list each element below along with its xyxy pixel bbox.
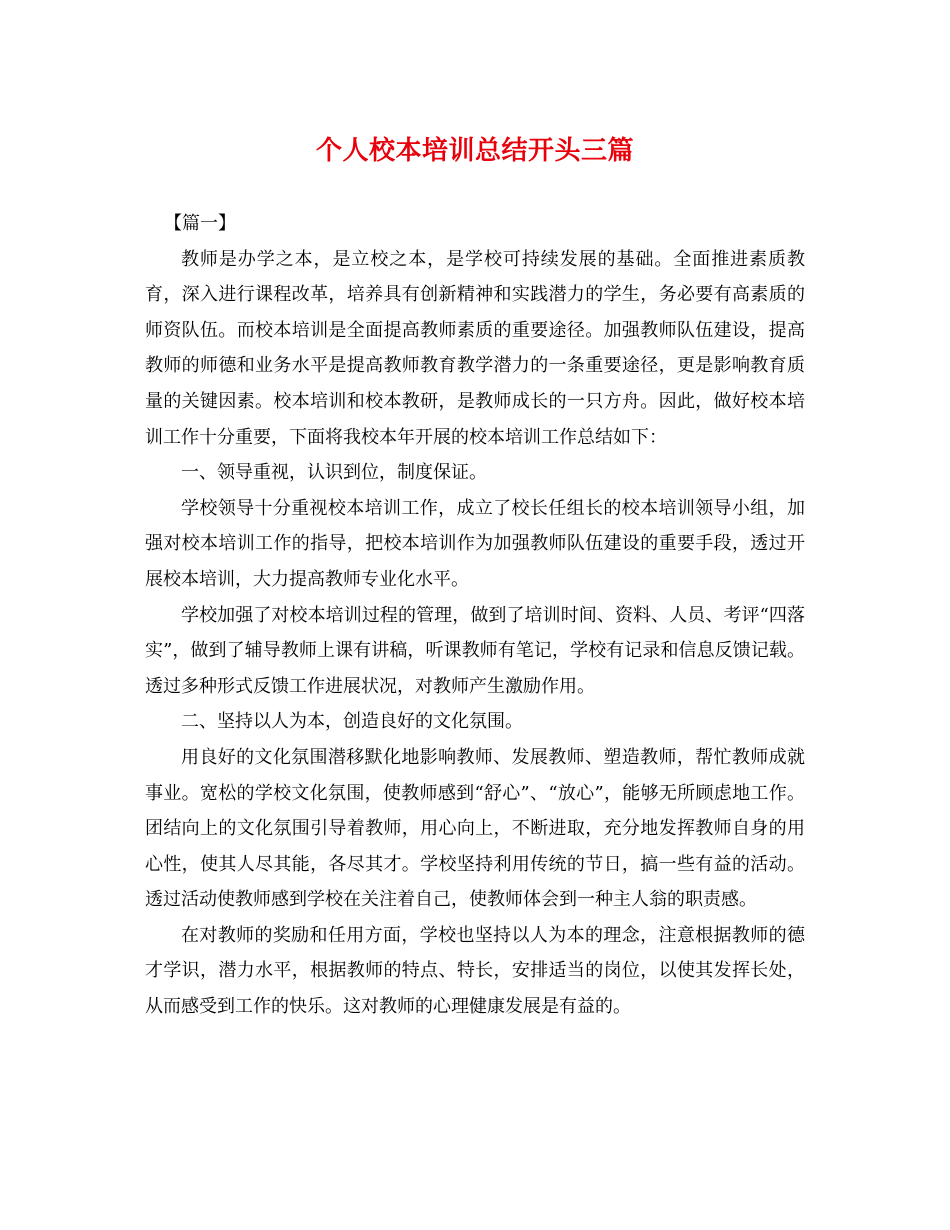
paragraph-culture: 用良好的文化氛围潜移默化地影响教师、发展教师、塑造教师，帮忙教师成就事业。宽松的学校文化氛围，使教师感到“舒心”、“放心”，能够无所顾虑地工作。团结向上的文化氛围引导着教师，用心向上，不断进取，充分地发挥教师自身的用心性，使其人尽其能，各尽其才。学校坚持利用传统的节日，搞一些有益的活动。透过活动使教师感到学校在关注着自己，使教师体会到一种主人翁的职责感。 (145, 746, 805, 911)
document-title: 个人校本培训总结开头三篇 (315, 136, 634, 166)
document-body (145, 206, 805, 1025)
paragraph-management: 学校加强了对校本培训过程的管理，做到了培训时间、资料、人员、考评“四落实”，做到了辅导教师上课有讲稿，听课教师有笔记，学校有记录和信息反馈记载。透过多种形式反馈工作进展状况，对教师产生激励作用。 (145, 604, 805, 697)
heading-leadership: 一、领导重视，认识到位，制度保证。 (181, 462, 487, 484)
paragraph-intro: 教师是办学之本，是立校之本，是学校可持续发展的基础。全面推进素质教育，深入进行课程改革，培养具有创新精神和实践潜力的学生，务必要有高素质的师资队伍。而校本培训是全面提高教师素质的重要途径。加强教师队伍建设，提高教师的师德和业务水平是提高教师教育教学潜力的一条重要途径，更是影响教育质量的关键因素。校本培训和校本教研，是教师成长的一只方舟。因此，做好校本培训工作十分重要，下面将我校本年开展的校本培训工作总结如下： (145, 248, 805, 448)
section-label: 【篇一】 (164, 213, 236, 234)
paragraph-reward: 在对教师的奖励和任用方面，学校也坚持以人为本的理念，注意根据教师的德才学识，潜力水平，根据教师的特点、特长，安排适当的岗位，以使其发挥长处，从而感受到工作的快乐。这对教师的心理健康发展是有益的。 (145, 924, 805, 1018)
heading-culture: 二、坚持以人为本，创造良好的文化氛围。 (181, 711, 523, 733)
paragraph-leadership: 学校领导十分重视校本培训工作，成立了校长任组长的校本培训领导小组，加强对校本培训工作的指导，把校本培训作为加强教师队伍建设的重要手段，透过开展校本培训，大力提高教师专业化水平。 (145, 497, 805, 590)
